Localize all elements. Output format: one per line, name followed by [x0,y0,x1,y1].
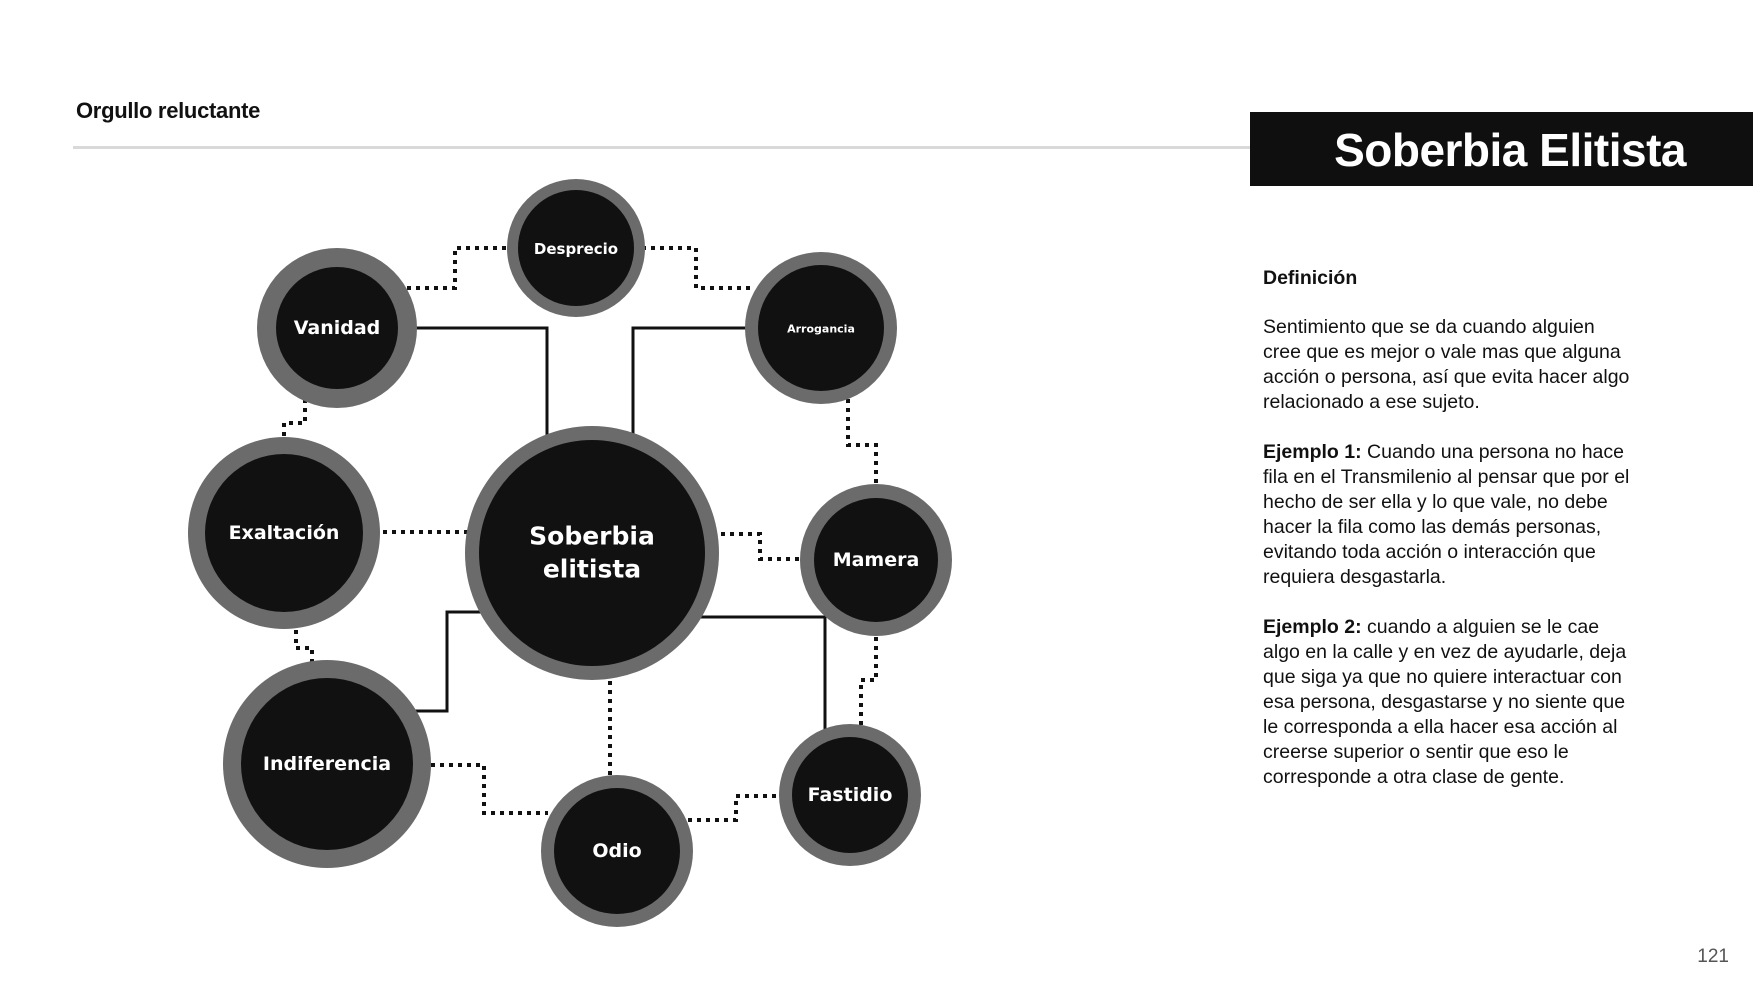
page-number: 121 [1697,946,1729,967]
node-fastidio [779,724,921,866]
link-vanidad-center [392,328,547,448]
section-label: Orgullo reluctante [76,98,261,123]
node-odio [541,775,693,927]
node-center [465,426,719,680]
node-vanidad [257,248,417,408]
definition-panel [1263,266,1633,815]
definition-heading: Definición [1263,267,1358,289]
center-label-line1: Soberbia [529,521,655,551]
connector-arrogancia-mamera [848,390,876,488]
node-indiferencia [223,660,431,868]
node-label-odio: Odio [592,840,642,862]
example-2-label: Ejemplo 2: [1263,616,1362,638]
node-label-exaltacion: Exaltación [228,522,340,544]
example-2-text: cuando a alguien se le cae algo en la calle y en vez de ayudarle, deja que siga ya que no quiere interactuar con esa persona, desgastarse y no siente que le corresponda a ella hacer esa acción al creerse superior o sentir que eso le corresponde a otra clase de gente. [1263,616,1627,788]
connector-vanidad-desprecio [398,248,510,288]
node-label-fastidio: Fastidio [807,784,893,806]
link-center-fastidio [684,617,825,742]
connector-center-mamera [712,534,802,559]
node-exaltacion [188,437,380,629]
node-desprecio [507,179,645,317]
node-mamera [800,484,952,636]
node-label-mamera: Mamera [832,549,920,571]
connector-desprecio-arrogancia [642,248,750,288]
center-label-line2: elitista [542,554,642,584]
node-label-arrogancia: Arrogancia [787,322,855,336]
connector-indiferencia-odio [422,765,548,813]
node-arrogancia [745,252,897,404]
example-1 [1263,440,1633,590]
link-arrogancia-center [633,328,748,444]
connector-odio-fastidio [688,796,782,820]
example-1-label: Ejemplo 1: [1263,441,1362,463]
title-bar [1250,112,1753,186]
node-label-desprecio: Desprecio [533,240,619,258]
example-1-text: Cuando una persona no hace fila en el Transmilenio al pensar que por el hecho de ser ella y lo que vale, no debe hacer la fila como las demás personas, evitando toda acción o interacción que requiera desgastarla. [1263,441,1630,588]
connector-mamera-fastidio [861,628,876,730]
node-label-vanidad: Vanidad [293,317,381,339]
node-label-indiferencia: Indiferencia [262,753,392,775]
example-2 [1263,615,1633,790]
definition-text: Sentimiento que se da cuando alguien cree que es mejor o vale mas que alguna acción o persona, así que evita hacer algo relacionado a ese sujeto. [1263,316,1630,413]
page-title: Soberbia Elitista [1334,124,1686,176]
link-center-indiferencia [396,612,497,711]
